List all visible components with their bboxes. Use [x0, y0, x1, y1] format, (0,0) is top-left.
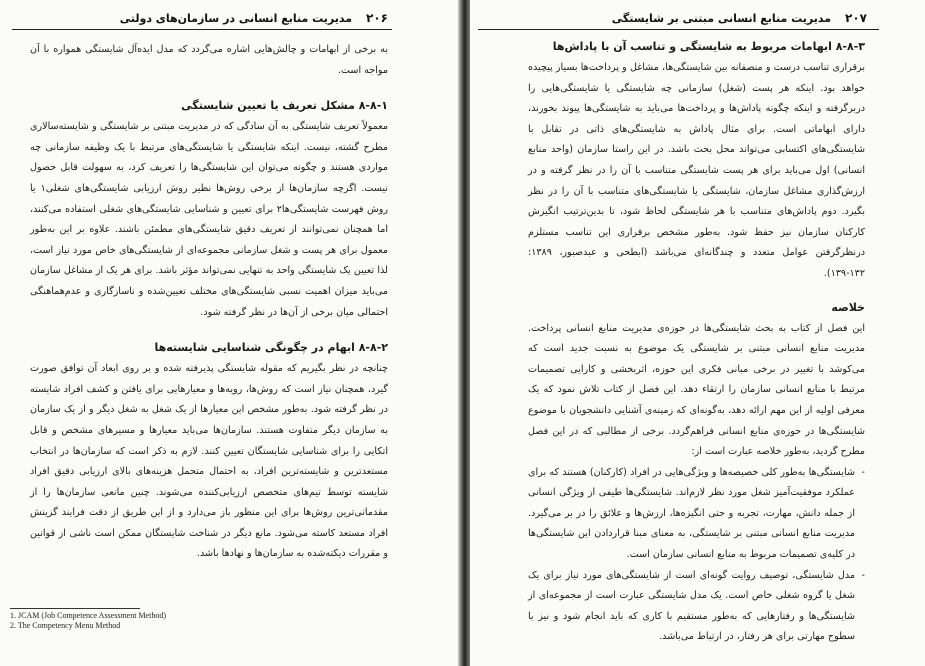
section-8-8-3-paragraph: برقراری تناسب درست و منصفانه بین شایستگی‌ها، مشاغل و پرداخت‌ها بسیار پیچیده خواهد بود. اینکه هر پست (شغل) سازمانی چه شایستگی یا شایستگی‌هایی را دربرگرفته و اینکه چگونه پاداش‌ها و پرداخت‌ها می‌باید به شایستگی‌ها پیوند بخورند، دارای ابهاماتی است. برای مثال پاداش به شایستگی‌های ذاتی در تقابل با شایستگی‌های اکتسابی می‌تواند محل بحث باشد. در این راستا سازمان (واحد منابع انسانی) اول می‌باید برای هر پست شایستگی متناسب با آن را در نظر گرفته و در ارزش‌گذاری مشاغل سازمان، شایستگی یا شایستگی‌های متناسب با آن را در نظر بگیرد. دوم پاداش‌های متناسب با هر شایستگی لحاظ شود، تا بدین‌ترتیب انگیزش کارکنان سازمان نیز حفظ شود. به‌طور مشخص برقراری این تناسب مستلزم درنظرگرفتن عوامل متعدد و چندگانه‌ای می‌باشد (ابطحی و عبدصبور، ۱۳۸۹: ۱۳۲-۱۳۹). — [528, 62, 865, 279]
left-running-head — [120, 8, 388, 28]
right-running-head — [612, 8, 867, 28]
footnotes — [10, 611, 166, 631]
left-header-rule — [12, 29, 392, 30]
summary-bullet-list — [528, 463, 865, 648]
left-page — [0, 0, 458, 666]
footnote-1: 1. JCAM (Job Competence Assessment Method) — [10, 611, 166, 620]
left-intro-paragraph: به برخی از ابهامات و چالش‌هایی اشاره می‌گردد که مدل ایده‌آل شایستگی همواره با آن مواجه است. — [30, 44, 388, 76]
section-heading-8-8-2: ۸-۸-۲ ابهام در چگونگی شناسایی شایسته‌ها — [154, 341, 388, 355]
section-8-8-1-paragraph: معمولاً تعریف شایستگی به آن سادگی که در مدیریت مبتنی بر شایستگی و شایسته‌سالاری مطرح گشته، نیست. اینکه شایستگی یا شایستگی‌های مرتبط با یک وظیفه سازمانی چه مواردی هستند و چگونه می‌توان این شایستگی‌ها را تعریف کرد، به سهولت قابل حصول نیست. اگرچه سازمان‌ها از برخی روش‌ها نظیر روش ارزیابی شایستگی‌های شغلی۱ یا روش فهرست شایستگی‌ها۲ برای تعیین و شناسایی شایستگی‌های شغلی استفاده می‌کنند، اما همچنان نمی‌توانند از تعریف دقیق شایستگی‌های مطمئن باشند. علاوه بر این به‌طور معمول برای هر پست و شغل سازمانی مجموعه‌ای از شایستگی‌های خاص مورد نیاز است، لذا تعیین یک شایستگی واحد به تنهایی نمی‌تواند مؤثر باشد. برای هر یک از مشاغل سازمان می‌باید میزان اهمیت نسبی شایستگی‌های مختلف تعیین‌شده و ناسازگاری و عدم‌هماهنگی احتمالی میان برخی از آن‌ها در نظر گرفته شود. — [30, 121, 388, 318]
section-8-8-2-paragraph: چنانچه در نظر بگیریم که مقوله شایستگی پذیرفته شده و بر روی ابعاد آن توافق صورت گیرد، همچنان نیاز است که روش‌ها، رویه‌ها و معیارهایی برای یافتن و کشف افراد شایسته در نظر گرفته شود. به‌طور مشخص این معیارها از یک شغل به شغل دیگر و از یک سازمان به سازمان دیگر متفاوت هستند. سازمان‌ها می‌باید معیارها و مسیرهای مشخص و قابل اتکایی را برای شناسایی شایستگان تعیین کنند. لازم به ذکر است که سازمان‌ها در انتخاب مستعدترین و شایسته‌ترین افراد، به احتمال متحمل هزینه‌های بالای ارزیابی دقیق افراد شایسته توسط تیم‌های متخصص ارزیابی‌کننده می‌شوند. چنین مانعی سازمان‌ها را از مقدماتی‌ترین روش‌ها برای این منظور باز می‌دارد و از این طریق از دقت فرایند گزینش افراد مستعد کاسته می‌شود. مانع دیگر در شناخت شایستگان ممکن است ناشی از قوانین و مقررات دیکته‌شده به سازمان‌ها و نهادها باشد. — [30, 363, 388, 560]
summary-bullet-item: - مدل شایستگی، توصیف روایت گونه‌ای است از شایستگی‌های مورد نیاز برای یک شغل یا گروه شغلی خاص است. یک مدل شایستگی عبارت است از مجموعه‌ای از شایستگی‌ها و رفتارهایی که به‌طور مستقیم با کاری که باید انجام شود و نیز با سطوح مهارتی برای هر رفتار، در ارتباط می‌باشد. — [528, 566, 865, 648]
right-text-block — [528, 36, 865, 648]
book-gutter — [458, 0, 470, 666]
right-page-number: ۲۰۷ — [845, 11, 867, 25]
right-header-rule — [478, 29, 879, 30]
section-heading-8-8-3: ۸-۸-۳ ابهامات مربوط به شایستگی و تناسب آن با پاداش‌ها — [552, 40, 865, 53]
summary-heading: خلاصه — [831, 300, 865, 314]
right-running-title: مدیریت منابع انسانی مبتنی بر شایستگی — [611, 11, 832, 25]
summary-paragraph: این فصل از کتاب به بحث شایستگی‌ها در حوزه‌ی مدیریت منابع انسانی پرداخت. مدیریت منابع انسانی مبتنی بر شایستگی یک موضوع به نسبت جدید است که می‌کوشد با تغییر در برخی مبانی فکری این حوزه، اثربخشی و کارایی تصمیمات مرتبط با منابع انسانی سازمان را ارتقاء دهد. این فصل از کتاب تلاش نمود که یک معرفی اولیه از این مهم ارائه دهد، به‌گونه‌ای که زمینه‌ی آشنایی دانشجویان با موضوع شایستگی‌ها در حوزه‌ی منابع انسانی فراهم‌گردد. برخی از مطالبی که در این فصل مطرح گردید، به‌طور خلاصه عبارت است از: — [528, 322, 865, 458]
section-heading-8-8-1: ۸-۸-۱ مشکل تعریف یا تعیین شایستگی — [181, 99, 388, 113]
right-page — [470, 0, 925, 666]
left-running-title: مدیریت منابع انسانی در سازمان‌های دولتی — [119, 11, 353, 25]
footnote-rule — [10, 608, 140, 609]
left-text-block — [30, 40, 388, 565]
left-page-number: ۲۰۶ — [366, 11, 388, 25]
summary-bullet-item: - شایستگی‌ها به‌طور کلی خصیصه‌ها و ویژگی‌هایی در افراد (کارکنان) هستند که برای عملکرد موفقیت‌آمیز شغل مورد نظر لازم‌اند. شایستگی‌ها طیفی از ویژگی انسانی از جمله دانش، مهارت، تجربه و حتی انگیزه‌ها، ارزش‌ها و علائق را در بر می‌گیرد. مدیریت منابع انسانی مبتنی بر شایستگی، به معنای مبنا قراردادن این شایستگی‌ها در کلیه‌ی تصمیمات مربوط به منابع انسانی سازمان است. — [528, 463, 865, 566]
footnote-2: 2. The Competency Menu Method — [10, 621, 121, 630]
